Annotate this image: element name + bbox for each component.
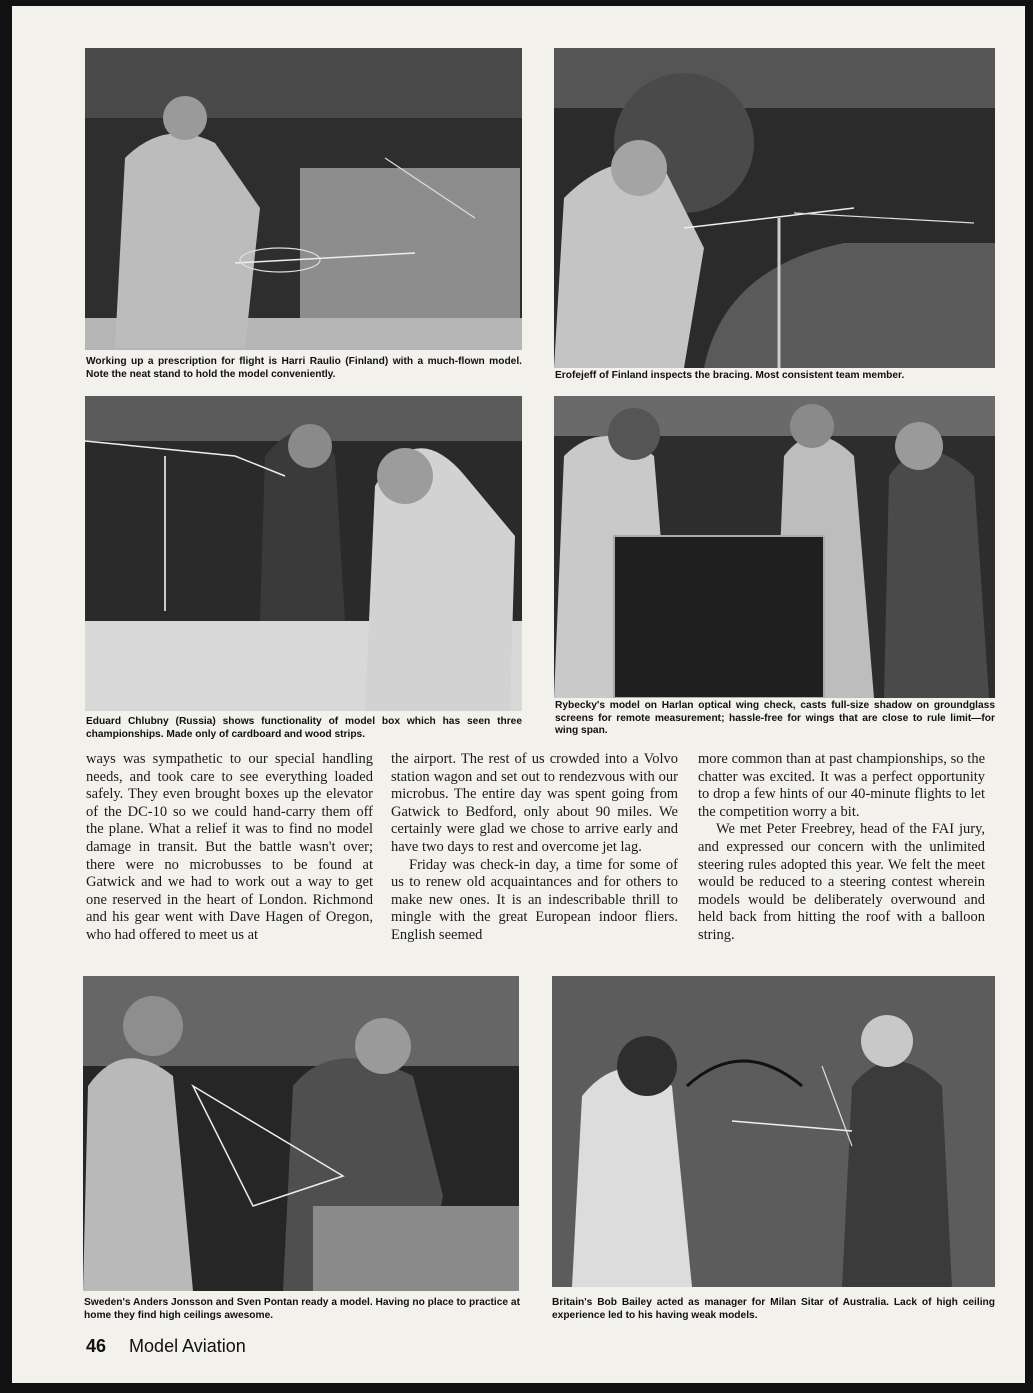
article-column-2 xyxy=(391,751,678,945)
caption-bailey: Britain's Bob Bailey acted as manager for Milan Sitar of Australia. Lack of high ceiling experience led to his having weak models. xyxy=(552,1297,995,1321)
page-number: 46 xyxy=(86,1336,107,1356)
photo-rybecky xyxy=(554,396,995,698)
photo-raulio xyxy=(85,48,522,350)
caption-rybecky: Rybecky's model on Harlan optical wing check, casts full-size shadow on groundglass screens for remote measurement; hassle-free for wings that are close to rule limit—for wing span. xyxy=(555,700,995,736)
magazine-page xyxy=(12,6,1025,1383)
article-col2-para2: Friday was check-in day, a time for some of us to renew old acquaintances and for others to make new ones. It is an indescribable thrill to mingle with the great European indoor fliers. English seemed xyxy=(391,856,678,943)
photo-bailey xyxy=(552,976,995,1287)
caption-chlubny: Eduard Chlubny (Russia) shows functionality of model box which has seen three championships. Made only of cardboard and wood strips. xyxy=(86,716,522,740)
article-col1-text: ways was sympathetic to our special handling needs, and took care to see everything loaded safely. They even brought boxes up the elevator of the DC-10 so we could hand-carry them off the plane. What a relief it was to find no model damage in transit. But the battle wasn't over; there were no microbusses to be found at Gatwick and we had to work out a way to get one reserved in the heart of London. Richmond and his gear went with Dave Hagen of Oregon, who had offered to meet us at xyxy=(86,751,373,943)
caption-jonsson-pontan: Sweden's Anders Jonsson and Sven Pontan ready a model. Having no place to practice at home they find high ceilings awesome. xyxy=(84,1297,520,1321)
article-column-3 xyxy=(698,751,985,945)
magazine-title: Model Aviation xyxy=(129,1336,246,1356)
page-footer xyxy=(86,1336,246,1357)
article-col3-para2: We met Peter Freebrey, head of the FAI jury, and expressed our concern with the unlimited steering rules adopted this year. We felt the meet would be reduced to a steering contest wherein models would be deliberately overwound and held back from hitting the roof with a balloon string. xyxy=(698,821,985,943)
caption-erofejeff: Erofejeff of Finland inspects the bracing. Most consistent team member. xyxy=(555,370,905,381)
photo-chlubny xyxy=(85,396,522,711)
photo-jonsson-pontan xyxy=(83,976,519,1291)
caption-raulio: Working up a prescription for flight is Harri Raulio (Finland) with a much-flown model. Note the neat stand to hold the model conveniently. xyxy=(86,356,522,380)
article-col2-para1: the airport. The rest of us crowded into a Volvo station wagon and set out to rendezvous with our microbus. The entire day was spent going from Gatwick to Bedford, only about 90 miles. We certainly were glad we chose to arrive early and have two days to rest and overcome jet lag. xyxy=(391,751,678,855)
article-col3-para1: more common than at past championships, so the chatter was excited. It was a perfect opportunity to drop a few hints of our 40-minute flights to let the competition worry a bit. xyxy=(698,751,985,820)
photo-erofejeff xyxy=(554,48,995,368)
article-column-1 xyxy=(86,751,373,945)
